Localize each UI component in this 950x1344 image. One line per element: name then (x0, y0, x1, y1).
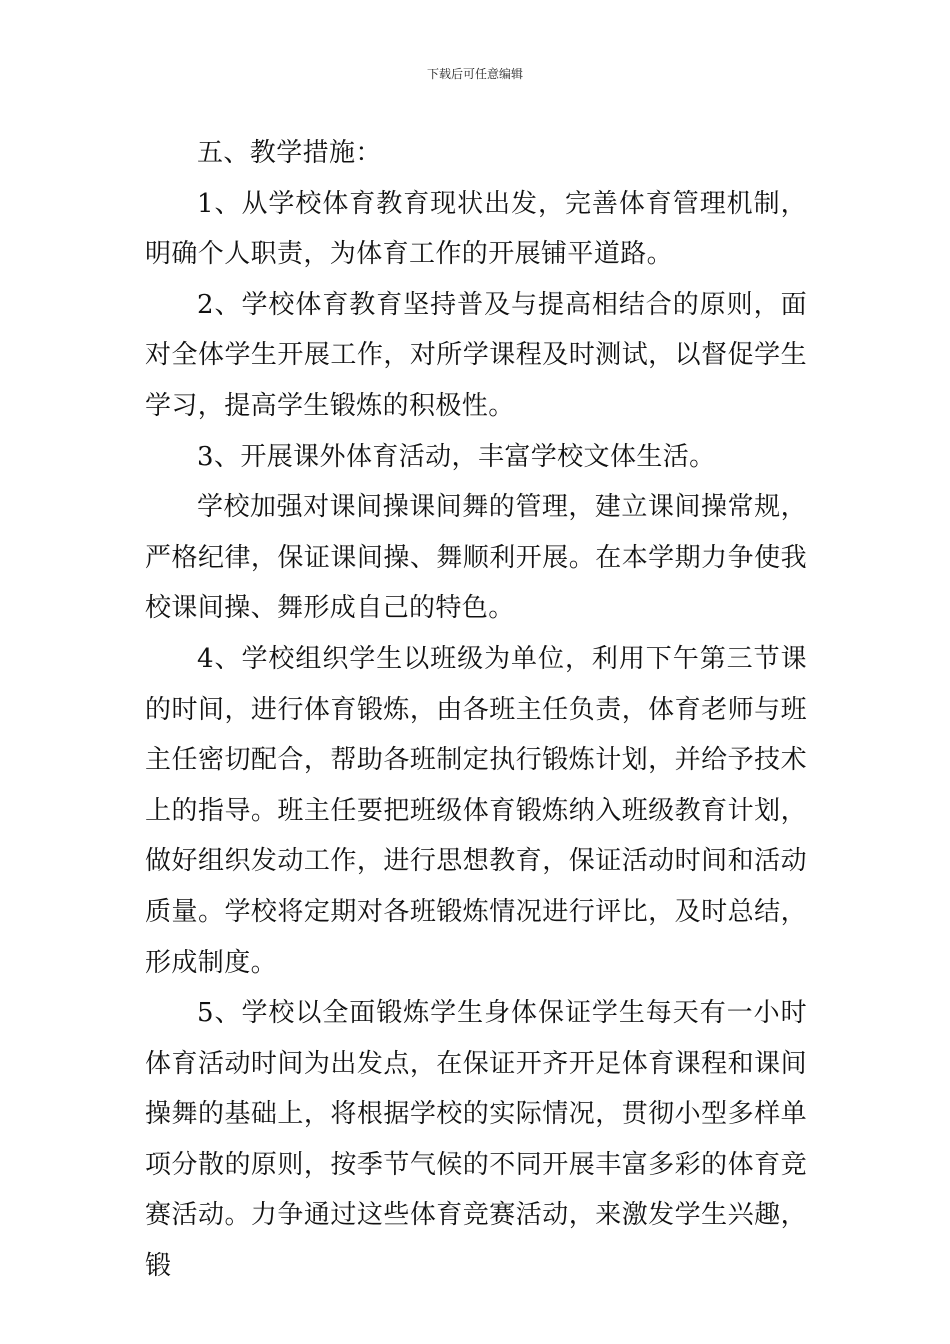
paragraph-measure-2: 2、学校体育教育坚持普及与提高相结合的原则，面对全体学生开展工作，对所学课程及时测试，以督促学生学习，提高学生锻炼的积极性。 (145, 289, 807, 421)
paragraph-exercise-management: 学校加强对课间操课间舞的管理，建立课间操常规，严格纪律，保证课间操、舞顺利开展。在本学期力争使我校课间操、舞形成自己的特色。 (145, 492, 807, 624)
paragraph-measure-3: 3、开展课外体育活动，丰富学校文体生活。 (197, 441, 716, 472)
page-header: 下载后可任意编辑 (426, 67, 523, 81)
section-heading: 五、教学措施： (197, 138, 382, 168)
paragraph-measure-4: 4、学校组织学生以班级为单位，利用下午第三节课的时间，进行体育锻炼，由各班主任负责，体育老师与班主任密切配合，帮助各班制定执行锻炼计划，并给予技术上的指导。班主任要把班级体育锻炼纳入班级教育计划，做好组织发动工作，进行思想教育，保证活动时间和活动质量。学校将定期对各班锻炼情况进行评比，及时总结，形成制度。 (145, 643, 807, 978)
paragraph-measure-5: 5、学校以全面锻炼学生身体保证学生每天有一小时体育活动时间为出发点，在保证开齐开足体育课程和课间操舞的基础上，将根据学校的实际情况，贯彻小型多样单项分散的原则，按季节气候的不同开展丰富多彩的体育竞赛活动。力争通过这些体育竞赛活动，来激发学生兴趣，锻 (145, 998, 807, 1282)
document-body (145, 128, 807, 1292)
paragraph-measure-1: 1、从学校体育教育现状出发，完善体育管理机制，明确个人职责，为体育工作的开展铺平道路。 (145, 188, 807, 270)
